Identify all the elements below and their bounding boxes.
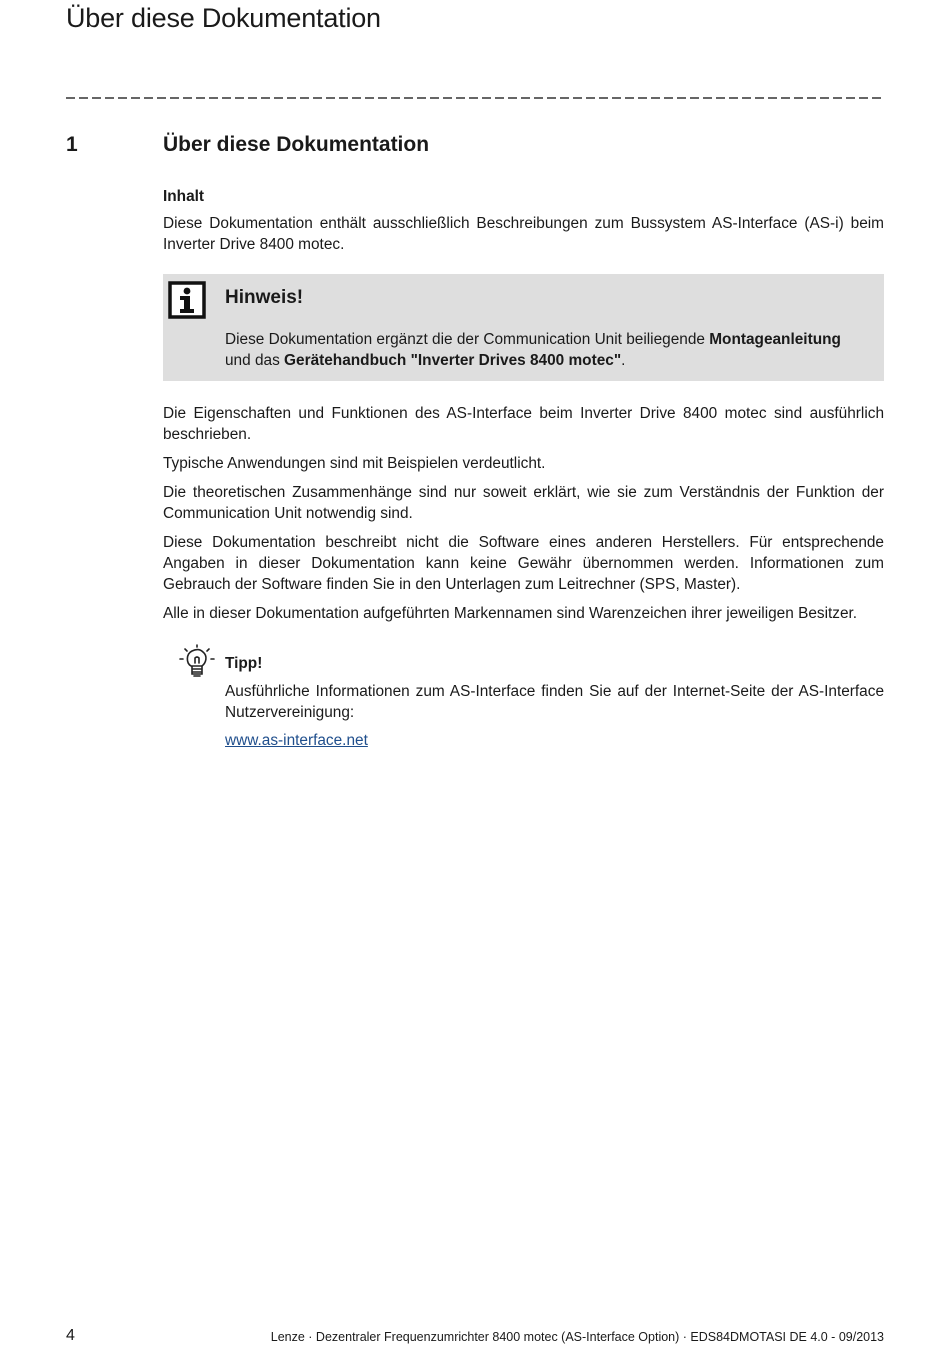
- section-title: Über diese Dokumentation: [163, 133, 430, 156]
- tip-text: Ausführliche Informationen zum AS-Interface finden Sie auf der Internet-Seite der AS-Interface Nutzervereinigung:: [225, 683, 884, 721]
- note-text: Diese Dokumentation ergänzt die der Communication Unit beiliegende Montageanleitung und das Gerätehandbuch "Inverter Drives 8400 motec".: [225, 331, 841, 369]
- paragraph-anwendungen: Typische Anwendungen sind mit Beispielen verdeutlicht.: [163, 455, 546, 472]
- note-box: [163, 274, 884, 381]
- paragraph-software: Diese Dokumentation beschreibt nicht die Software eines anderen Herstellers. Für entsprechende Angaben in dieser Dokumentation kann keine Gewähr übernommen werden. Informationen zum Gebrauch der Software finden Sie in den Unterlagen zum Leitrechner (SPS, Master).: [163, 534, 884, 593]
- note-title: Hinweis!: [225, 287, 304, 308]
- paragraph-eigenschaften: Die Eigenschaften und Funktionen des AS-Interface beim Inverter Drive 8400 motec sind ausführlich beschrieben.: [163, 405, 884, 443]
- running-header-title: Über diese Dokumentation: [66, 3, 381, 33]
- as-interface-link[interactable]: www.as-interface.net: [225, 732, 368, 749]
- section-number: 1: [66, 133, 78, 156]
- header-dashed-rule: [66, 90, 884, 102]
- tip-block: [163, 644, 884, 764]
- paragraph-zusammenhaenge: Die theoretischen Zusammenhänge sind nur soweit erklärt, wie sie zum Verständnis der Funktion der Communication Unit notwendig sind.: [163, 484, 884, 522]
- main-content: [163, 186, 884, 764]
- info-icon: [168, 281, 206, 319]
- paragraph-markennamen: Alle in dieser Dokumentation aufgeführten Markennamen sind Warenzeichen ihrer jeweiligen Besitzer.: [163, 605, 858, 622]
- intro-paragraph: Diese Dokumentation enthält ausschließlich Beschreibungen zum Bussystem AS-Interface (AS-i) beim Inverter Drive 8400 motec.: [163, 215, 884, 253]
- subheading-inhalt: Inhalt: [163, 188, 205, 205]
- footer-page-number: 4: [66, 1327, 75, 1344]
- tip-title: Tipp!: [225, 655, 263, 672]
- lightbulb-icon: [178, 644, 216, 682]
- footer-text: Lenze · Dezentraler Frequenzumrichter 8400 motec (AS-Interface Option) · EDS84DMOTASI DE 4.0 - 09/2013: [270, 1330, 884, 1344]
